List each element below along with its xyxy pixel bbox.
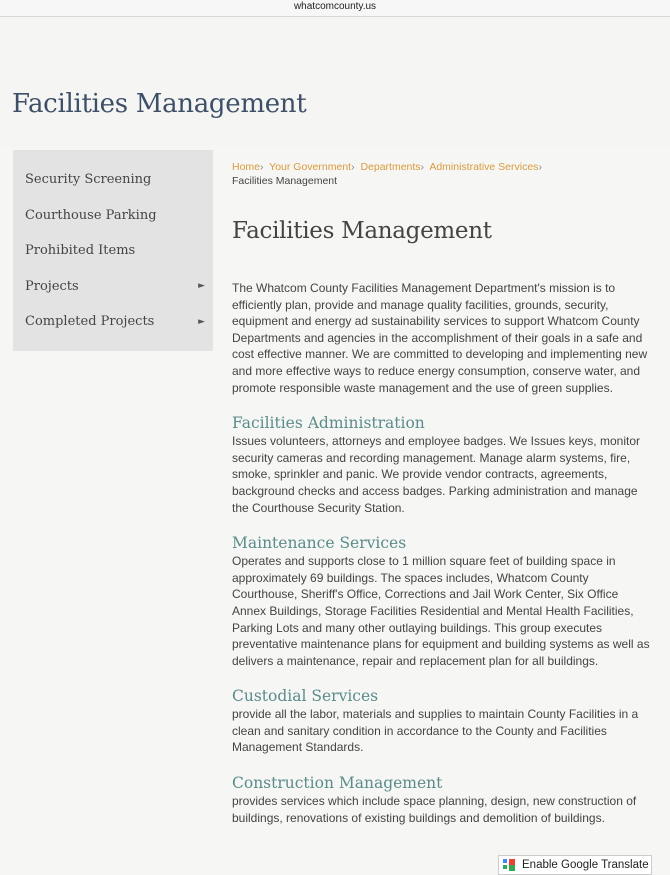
- intro-paragraph: The Whatcom County Facilities Management Department's mission is to efficiently plan, provide and manage quality facilities, grounds, security, equipment and energy ad sustainability services to support Whatcom County Departments and agencies in the accomplishment of their goals in a safe and cost effective manner. We are committed to developing and implementing new and more effective ways to reduce energy consumption, conserve water, and promote responsible waste management and the use of green supplies.: [232, 281, 648, 395]
- sidebar-nav: [13, 150, 213, 351]
- breadcrumb-separator: ›: [538, 161, 542, 173]
- breadcrumb: [232, 160, 652, 188]
- sidebar-item-label: Completed Projects: [25, 314, 155, 330]
- sidebar-item-label: Courthouse Parking: [25, 207, 157, 223]
- sidebar-item-security-screening[interactable]: [13, 162, 213, 198]
- breadcrumb-separator: ›: [260, 161, 264, 173]
- sidebar-item-prohibited-items[interactable]: [13, 233, 213, 269]
- submenu-arrow-icon[interactable]: ►: [198, 281, 205, 292]
- section-heading: Custodial Services: [232, 687, 379, 706]
- breadcrumb-separator: ›: [351, 161, 355, 173]
- address-bar[interactable]: [0, 0, 670, 17]
- breadcrumb-your-government[interactable]: Your Government: [269, 161, 352, 173]
- sidebar-item-projects[interactable]: [13, 269, 213, 305]
- section-heading: Construction Management: [232, 774, 443, 793]
- enable-google-translate-button[interactable]: [498, 855, 652, 875]
- site-banner: [0, 17, 670, 147]
- submenu-arrow-icon[interactable]: ►: [198, 316, 205, 327]
- breadcrumb-departments[interactable]: Departments: [360, 161, 421, 173]
- breadcrumb-administrative-services[interactable]: Administrative Services: [429, 161, 539, 173]
- sidebar-item-label: Security Screening: [25, 172, 152, 188]
- sidebar-item-label: Prohibited Items: [25, 243, 136, 259]
- url-text: whatcomcounty.us: [293, 1, 377, 12]
- sidebar-item-courthouse-parking[interactable]: [13, 198, 213, 234]
- section-body: provide all the labor, materials and supplies to maintain County Facilities in a clean and sanitary condition in accordance to the County and Facilities Management Standards.: [232, 707, 639, 755]
- section-body: Issues volunteers, attorneys and employee badges. We Issues keys, monitor security cameras and recording management. Manage alarm systems, fire, smoke, sprinkler and panic. We provide vendor contracts, agreements, background checks and access badges. Parking administration and manage the Courthouse Security Station.: [232, 434, 640, 515]
- breadcrumb-current: Facilities Management: [232, 175, 338, 187]
- section-heading: Facilities Administration: [232, 414, 425, 433]
- site-title: Facilities Management: [12, 89, 307, 119]
- main-content: [232, 160, 652, 826]
- sidebar-item-label: Projects: [25, 278, 79, 294]
- breadcrumb-home[interactable]: Home: [232, 161, 261, 173]
- sidebar-item-completed-projects[interactable]: [13, 304, 213, 340]
- breadcrumb-separator: ›: [420, 161, 425, 173]
- section-body: Operates and supports close to 1 million square feet of building space in approximately 69 buildings. The spaces includes, Whatcom County Courthouse, Sheriff's Office, Corrections and Jail Work Center, Six Office Annex Buildings, Storage Facilities Residential and Mental Health Facilities, Parking Lots and many other outlaying buildings. This group executes preventative maintenance plans for equipment and building systems as well as delivers a maintenance, repair and replacement plan for all buildings.: [232, 554, 650, 668]
- section-heading: Maintenance Services: [232, 534, 407, 553]
- page-title: Facilities Management: [232, 218, 492, 244]
- google-translate-icon: [503, 859, 517, 871]
- section-body: provides services which include space planning, design, new construction of buildings, renovations of existing buildings and demolition of buildings.: [232, 794, 637, 825]
- translate-label: Enable Google Translate: [522, 859, 649, 871]
